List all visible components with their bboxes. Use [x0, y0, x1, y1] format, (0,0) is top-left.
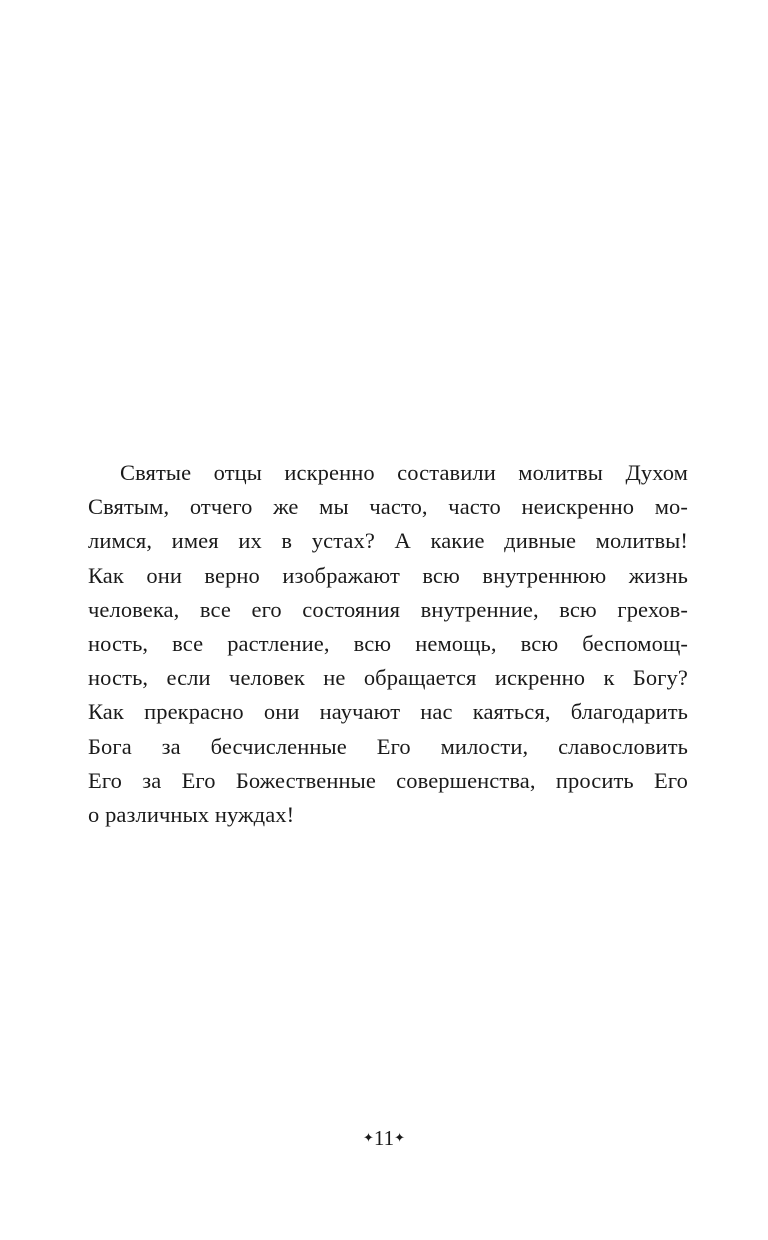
paragraph-line-6: ность, все растление, всю немощь, всю беспомощ- — [88, 630, 688, 656]
body-paragraph — [88, 456, 688, 832]
paragraph-line-10: Его за Его Божественные совершенства, просить Его — [88, 767, 688, 793]
paragraph-line-3: лимся, имея их в устах? А какие дивные молитвы! — [88, 528, 688, 554]
paragraph-line-5: человека, все его состояния внутренние, всю грехов- — [88, 596, 688, 622]
paragraph-line-4: Как они верно изображают всю внутреннюю жизнь — [88, 562, 688, 588]
paragraph-line-8: Как прекрасно они научают нас каяться, благодарить — [88, 699, 688, 725]
paragraph-line-9: Бога за бесчисленные Его милости, славословить — [88, 733, 688, 759]
page-number: 11 — [373, 1126, 395, 1150]
page-number-footer — [0, 1124, 768, 1152]
star-ornament-left-icon: ✦ — [362, 1130, 374, 1145]
paragraph-line-1: Святые отцы искренно составили молитвы Духом — [120, 460, 688, 485]
paragraph-line-7: ность, если человек не обращается искренно к Богу? — [88, 665, 688, 691]
paragraph-line-2: Святым, отчего же мы часто, часто неискренно мо- — [88, 494, 688, 520]
paragraph-line-11: о различных нуждах! — [88, 801, 295, 827]
star-ornament-right-icon: ✦ — [394, 1130, 406, 1145]
